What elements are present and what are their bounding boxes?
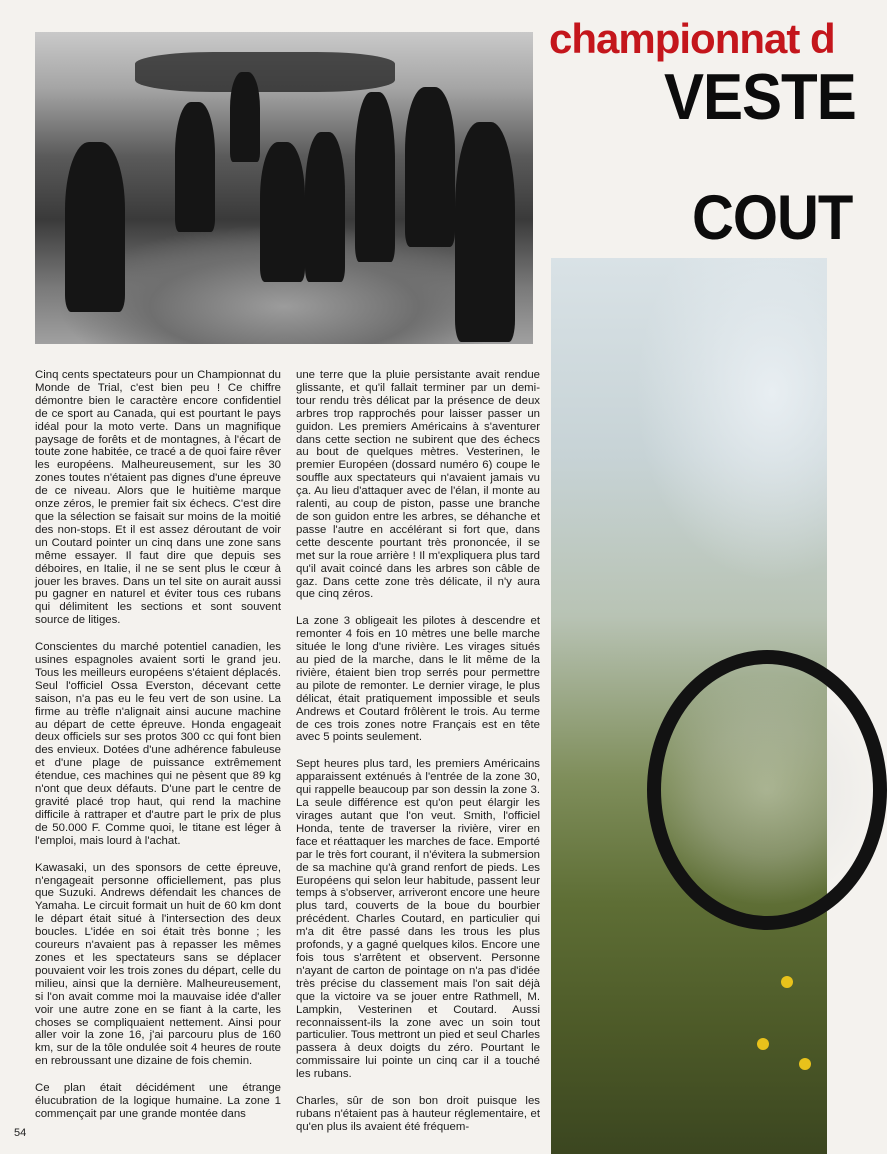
headline-line-2: VESTE xyxy=(664,60,856,134)
paragraph: Ce plan était décidément une étrange élucubration de la logique humaine. La zone 1 commençait par une grande montée dans xyxy=(35,1082,281,1120)
headline-line-3: COUT xyxy=(692,182,853,254)
motorcycle-wheel xyxy=(647,650,887,930)
paragraph: Sept heures plus tard, les premiers Américains apparaissent exténués à l'entrée de la zone 30, qui rappelle beaucoup par son dessin la zone 3. La seule différence est qu'on peut élargir les virages autant que l'on veut. Smith, l'officiel Honda, tente de traverser la rivière, virer en face et réattaquer les marches de face. Emporté par le très fort courant, il n'évitera la submersion de sa machine qu'à grand renfort de pieds. Les Européens qui selon leur habitude, passent leur temps à s'observer, arriveront encore une heure plus tard, couverts de la boue du bourbier précédent. Charles Coutard, en particulier qui m'a dit être passé dans les trous les plus profonds, y a gagné quelques kilos. Encore une fois tous s'arrêtent et observent. Personne n'ayant de carton de pointage on n'a pas d'idée très précise du classement mais l'on sait déjà que la victoire va se jouer entre Rathmell, M. Lampkin, Vesterinen et Coutard. Aussi reconnaissent-ils la zone avec un soin tout particulier. Tous mettront un pied et seul Charles passera à deux doigts du zéro. Pourtant le commissaire lui pointe un cinq car il a touché les rubans. xyxy=(296,758,540,1081)
paragraph: Kawasaki, un des sponsors de cette épreuve, n'engageait personne officiellement, pas plus que Suzuki. Andrews défendait les chances de Yamaha. Le circuit formait un huit de 60 km dont le départ était situé à l'intersection des deux boucles. L'idée en soi était très bonne ; les coureurs n'avaient pas à repasser les mêmes zones et les spectateurs sans se déplacer pouvaient voir les trois zones du départ, celle du milieu, ainsi que la dernière. Malheureusement, si l'on avait comme moi la mauvaise idée d'aller voir une autre zone en se fiant à la carte, les choses se compliquaient nettement. Ainsi pour aller voir la zone 16, j'ai parcouru plus de 160 km, sur de la tôle ondulée soit 4 heures de route en rebroussant une dizaine de fois chemin. xyxy=(35,861,281,1068)
paragraph: La zone 3 obligeait les pilotes à descendre et remonter 4 fois en 10 mètres une belle marche située le long d'une rivière. Les virages situés au pied de la marche, dans le lit même de la rivière, étaient bien trop serrés pour permettre au pilote de remonter. Le dernier virage, le plus délicat, était pratiquement impossible et seuls Andrews et Coutard frôlèrent le trois. Au terme de ces trois zones notre Français est en tête avec 5 points seulement. xyxy=(296,615,540,744)
paragraph: Conscientes du marché potentiel canadien, les usines espagnoles avaient sorti le grand jeu. Tous les meilleurs européens s'étaient déplacés. Seul l'officiel Ossa Everston, décevant cette saison, n'a pas eu le feu vert de son usine. La firme au trèfle n'alignait ainsi aucune machine au départ de cette épreuve. Honda engageait deux officiels sur ses protos 300 cc qui font bien des envieux. Dotées d'une adhérence fabuleuse et d'une plage de puissance extrêmement étendue, ces machines qui ne pèsent que 89 kg n'ont que deux défauts. D'une part le centre de gravité placé trop haut, qui rend la machine difficile à rattraper et d'autre part le prix de plus de 50.000 F. Comme quoi, le titane est léger à l'emploi, mais lourd à l'achat. xyxy=(35,641,281,847)
article-column-left xyxy=(35,369,281,1135)
headline-line-1: championnat d xyxy=(549,15,835,62)
paragraph: Cinq cents spectateurs pour un Championnat du Monde de Trial, c'est bien peu ! Ce chiffre démontre bien le caractère encore confidentiel de ce sport au Canada, qui est pourtant le pays idéal pour la moto verte. Dans un magnifique paysage de forêts et de montagnes, à l'écart de toute zone habitée, ce tracé a de quoi faire rêver les européens. Malheureusement, sur les 30 zones toutes n'étaient pas dignes d'une épreuve de ce niveau. Alors que le huitième marque onze zéros, le premier fait six échecs. C'est dire que la sélection se faisait sur moins de la moitié des non-stops. Et il est assez déroutant de voir un Coutard pointer un cinq dans une zone sans même essayer. Il faut dire que depuis ses déboires, en Italie, il ne se sent plus le cœur à jouer les braves. Dans un tel site on aurait aussi pu gagner en naturel et éviter tous ces rubans qui délimitent les sections et sont souvent source de litiges. xyxy=(35,369,281,627)
page-number: 54 xyxy=(14,1127,27,1139)
riders-inspecting-section-photo xyxy=(35,32,533,344)
paragraph: Charles, sûr de son bon droit puisque les rubans n'étaient pas à hauteur réglementaire, et qu'en plus ils avaient été fréquem- xyxy=(296,1095,540,1133)
paragraph: une terre que la pluie persistante avait rendue glissante, et qu'il fallait terminer par un demi-tour rendu très délicat par la présence de deux arbres trop rapprochés pour laisser passer un guidon. Les premiers Américains à s'aventurer dans cette section ne subirent que des échecs au bout de quelques mètres. Vesterinen, le premier Européen (dossard numéro 6) coupe le souffle aux spectateurs qui n'avaient jamais vu ça. Au lieu d'attaquer avec de l'élan, il monte au ralenti, au coup de piston, passe une branche de son guidon entre les arbres, se déhanche et passe l'autre en accélérant si fort que, dans cette descente pourtant très prononcée, il se met sur la roue arrière ! Il m'expliquera plus tard qu'il avait coincé dans les arbres son câble de gaz. Dans cette zone très délicate, il n'y aura que cinq zéros. xyxy=(296,369,540,601)
rider-motorcycle-photo xyxy=(551,258,827,1154)
article-column-right xyxy=(296,369,540,1148)
